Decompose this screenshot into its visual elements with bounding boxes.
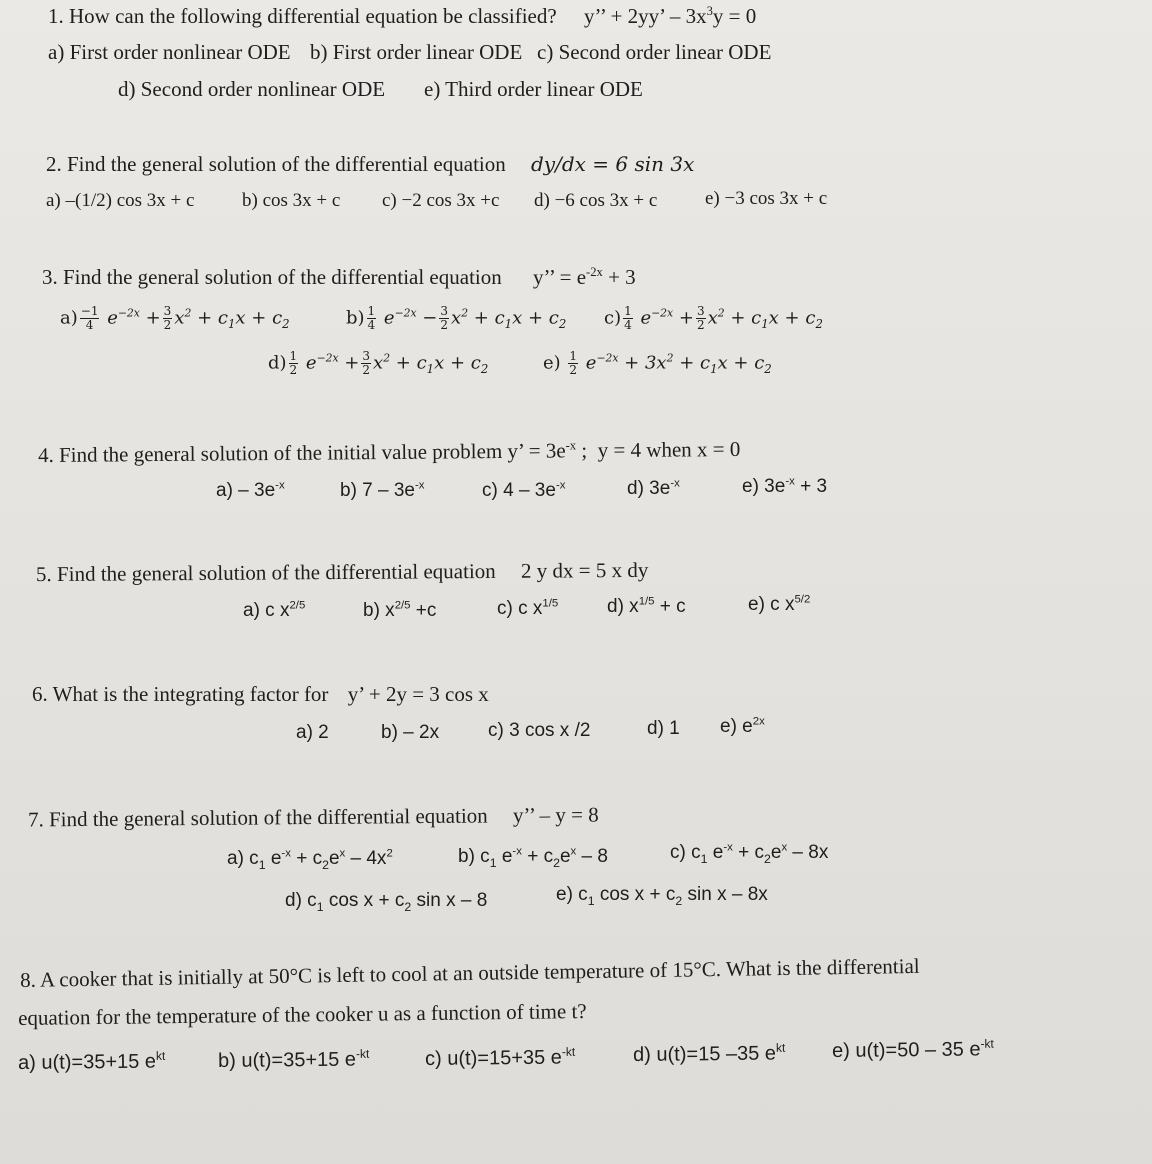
question-1-equation: y’’ + 2yy’ – $3x^3y = 0$ (583, 4, 757, 28)
question-2 (46, 152, 694, 177)
question-6-option-a[interactable]: a) 2 (296, 722, 329, 743)
question-6-text: 6. What is the integrating factor for (32, 682, 329, 706)
question-4-option-e[interactable]: e) $3e^{-x} + 3$ (742, 475, 828, 497)
question-6-option-b[interactable]: b) – 2x (381, 722, 440, 743)
question-5-option-c[interactable]: c) c $x^{1/5}$ (497, 597, 559, 619)
question-2-text: 2. Find the general solution of the differential equation (46, 152, 506, 176)
question-1-option-c[interactable]: c) Second order linear ODE (537, 40, 772, 64)
question-8-line-1: 8. A cooker that is initially at 50°C is left to cool at an outside temperature of 15°C. What is the differential (20, 953, 920, 992)
question-6-option-e[interactable]: e) $e^{2x}$ (720, 715, 765, 737)
question-3-equation: y’’ = $e^{-2x} + 3$ (533, 265, 636, 289)
question-8-option-a[interactable]: a) u(t)=35+15 $e^{kt}$ (18, 1048, 166, 1074)
question-3-option-b[interactable]: b) $\frac{1}{4}$ $e^{-2x}$ − $\frac{3}{2}$ $x^2 + c_1x + c_2$ (346, 304, 567, 332)
question-1-option-e[interactable]: e) Third order linear ODE (424, 77, 643, 101)
question-4-option-b[interactable]: b) $7 - 3e^{-x}$ (340, 479, 425, 501)
question-2-option-e[interactable]: e) −3 cos 3x + c (705, 188, 828, 209)
question-1-option-d[interactable]: d) Second order nonlinear ODE (118, 77, 386, 101)
question-3-option-e[interactable]: e) $\frac{1}{2}$ $e^{-2x} + 3x^2 + c_1x + c_2$ (543, 349, 772, 377)
question-5-option-d[interactable]: d) $x^{1/5} + c$ (607, 595, 686, 617)
question-6-equation: y’ + 2y = 3 cos x (347, 682, 489, 706)
question-7-option-b[interactable]: b) $c_1$ $e^{-x} + c_2e^x - 8$ (458, 845, 608, 870)
question-4-option-c[interactable]: c) $4 - 3e^{-x}$ (482, 479, 566, 501)
question-2-option-b[interactable]: b) cos 3x + c (242, 190, 341, 211)
question-8-option-d[interactable]: d) u(t)=15 –35 $e^{kt}$ (633, 1040, 786, 1066)
question-7-option-c[interactable]: c) $c_1$ $e^{-x} + c_2e^x - 8x$ (670, 841, 829, 866)
question-8-option-b[interactable]: b) u(t)=35+15 $e^{-kt}$ (218, 1046, 370, 1072)
question-1-option-b[interactable]: b) First order linear ODE (310, 40, 523, 64)
question-6-option-d[interactable]: d) 1 (647, 718, 680, 739)
question-5-text: 5. Find the general solution of the differential equation (35, 558, 496, 587)
question-4-option-d[interactable]: d) $3e^{-x}$ (627, 477, 680, 499)
question-7-option-a[interactable]: a) $c_1$ $e^{-x} + c_2e^x - 4x^2$ (227, 847, 393, 872)
question-7-option-d[interactable]: d) $c_1$ $\cos x + c_2$ sin x – 8 (285, 890, 488, 914)
question-8-option-e[interactable]: e) u(t)=50 – 35 $e^{-kt}$ (832, 1036, 994, 1062)
question-2-option-d[interactable]: d) −6 cos 3x + c (534, 190, 658, 211)
question-3-option-d[interactable]: d) $\frac{1}{2}$ $e^{-2x}$ + $\frac{3}{2}$ $x^2 + c_1x + c_2$ (268, 349, 489, 377)
question-5-option-e[interactable]: e) c $x^{5/2}$ (748, 593, 811, 615)
question-3-option-a[interactable]: a) $\frac{-1}{4}$ $e^{-2x}$ + $\frac{3}{2}$ $x^2 + c_1x + c_2$ (60, 304, 290, 332)
question-8-option-c[interactable]: c) u(t)=15+35 $e^{-kt}$ (425, 1044, 576, 1070)
question-8-line-2: equation for the temperature of the cooker u as a function of time t? (18, 999, 587, 1030)
question-4-option-a[interactable]: $a) - 3e^{-x}$ (216, 479, 285, 501)
question-3-option-c[interactable]: c) $\frac{1}{4}$ $e^{-2x}$ + $\frac{3}{2}$ $x^2 + c_1x + c_2$ (604, 304, 823, 332)
question-5 (36, 558, 649, 587)
question-2-option-c[interactable]: c) −2 cos 3x +c (382, 190, 500, 211)
question-7-text: 7. Find the general solution of the differential equation (27, 803, 488, 832)
question-5-equation: 2 y dx = 5 x dy (520, 557, 649, 583)
question-7 (28, 803, 599, 833)
question-3 (42, 265, 636, 290)
question-5-option-b[interactable]: b) $x^{2/5} +c$ (363, 599, 437, 621)
question-7-equation: y’’ – y = 8 (512, 802, 599, 828)
question-1-option-a[interactable]: a) First order nonlinear ODE (48, 40, 291, 64)
question-1 (48, 4, 756, 29)
question-6-option-c[interactable]: c) 3 cos x /2 (488, 720, 591, 741)
question-6 (32, 682, 489, 707)
question-2-option-a[interactable]: a) –(1/2) cos 3x + c (46, 190, 195, 211)
question-1-text: 1. How can the following differential equation be classified? (48, 4, 557, 28)
question-2-equation: dy/dx = 6 sin 3x (531, 152, 695, 176)
question-5-option-a[interactable]: a) c $x^{2/5}$ (243, 599, 306, 621)
question-4 (38, 437, 741, 468)
question-3-text: 3. Find the general solution of the differential equation (42, 265, 502, 289)
question-7-option-e[interactable]: e) $c_1$ $\cos x + c_2$ sin x – 8x (556, 884, 768, 908)
question-4-text: 4. Find the general solution of the initial value problem y’ = $3e^{-x}$ ; y = 4 when x = 0 (37, 436, 741, 468)
